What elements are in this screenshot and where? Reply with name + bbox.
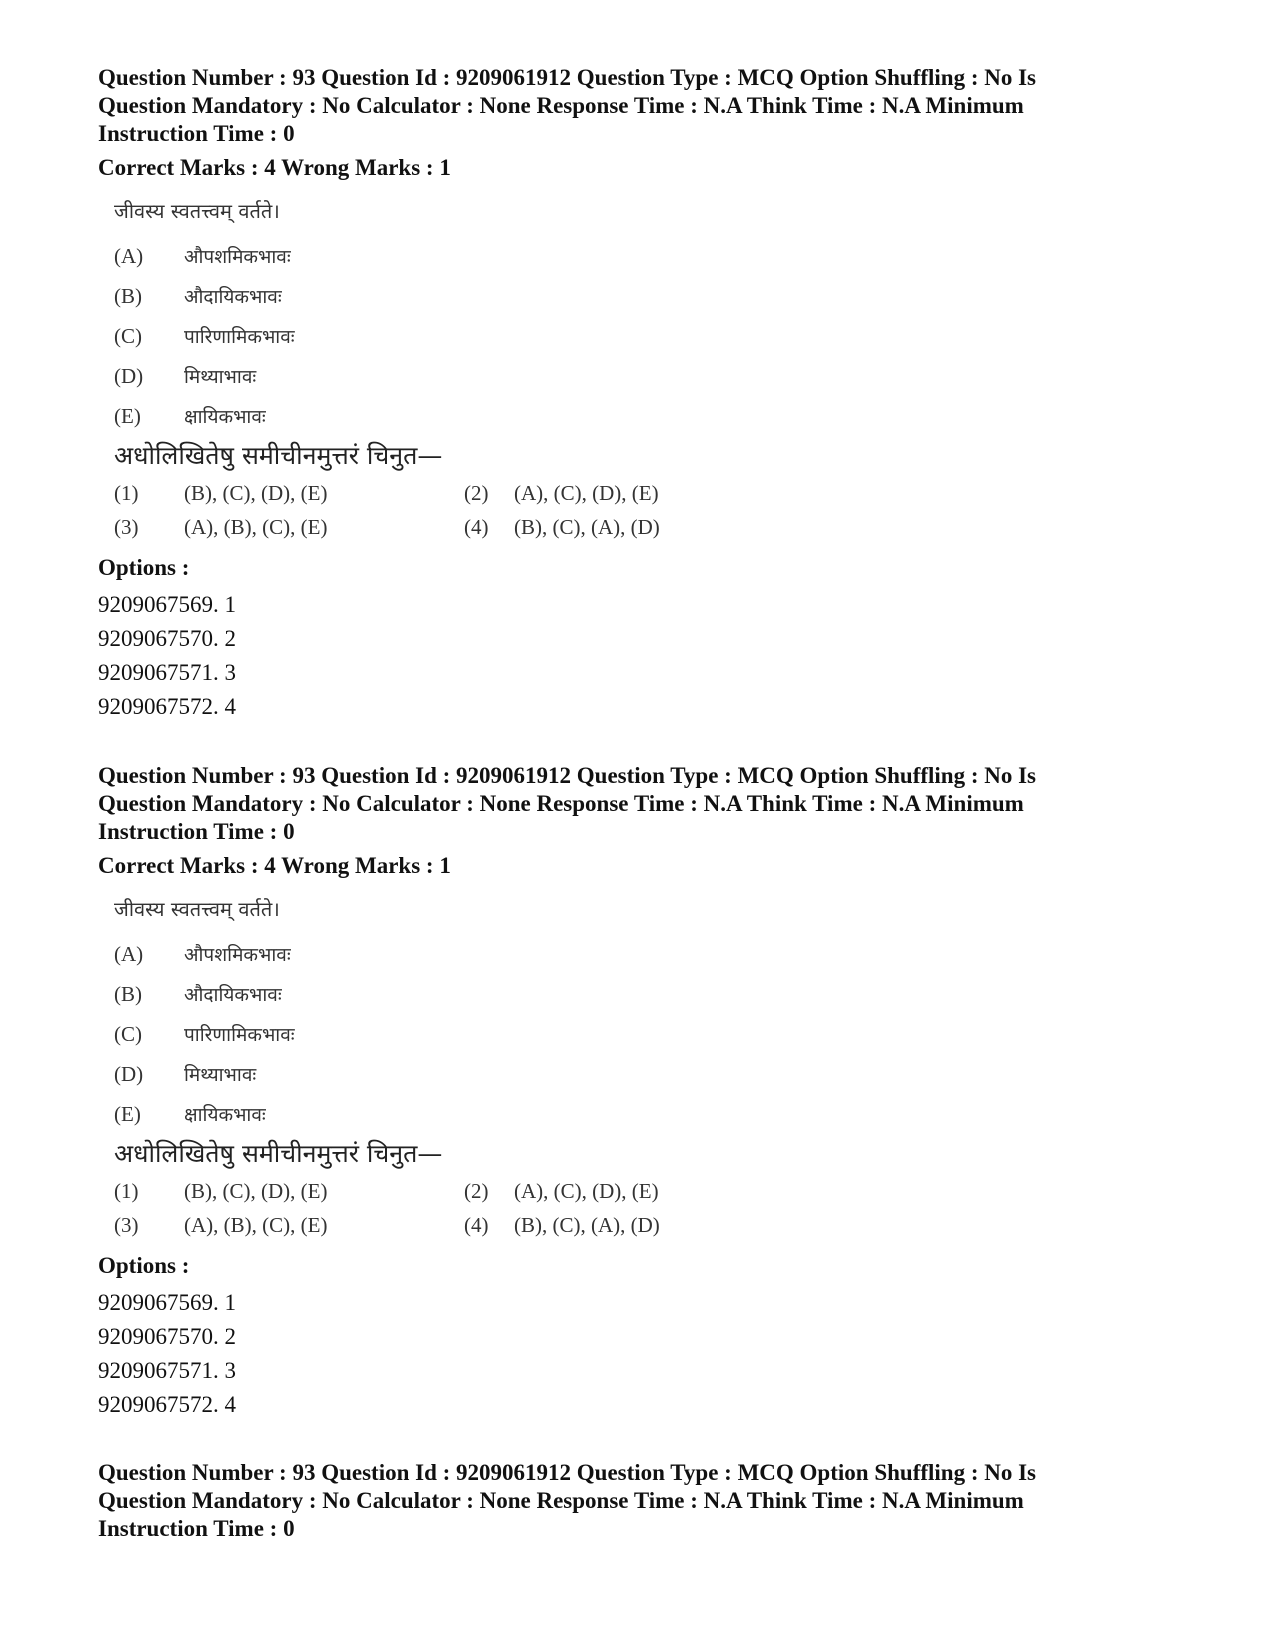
options-label: Options : xyxy=(98,555,190,580)
statement-text: क्षायिकभावः xyxy=(184,406,266,428)
statement-row xyxy=(114,356,694,396)
statement-row xyxy=(114,236,694,276)
statement-row xyxy=(114,316,694,356)
question-meta-line: Question Mandatory : No Calculator : None Response Time : N.A Think Time : N.A Minimum xyxy=(98,791,1024,816)
question-block-1 xyxy=(98,64,1178,724)
question-block-3 xyxy=(98,1459,1178,1543)
statement-key: (A) xyxy=(114,941,144,966)
question-meta-line: Instruction Time : 0 xyxy=(98,121,295,146)
statement-text: औदायिकभावः xyxy=(184,984,282,1006)
statement-key: (E) xyxy=(114,403,141,428)
statement-text: औदायिकभावः xyxy=(184,286,282,308)
statement-key: (C) xyxy=(114,1021,142,1046)
statement-key: (C) xyxy=(114,323,142,348)
statement-row xyxy=(114,1094,694,1134)
question-instruction: अधोलिखितेषु समीचीनमुत्तरं चिनुत— xyxy=(114,441,443,470)
statement-text: औपशमिकभावः xyxy=(184,944,291,966)
question-meta-line: Question Number : 93 Question Id : 9209061912 Question Type : MCQ Option Shuffling : No Is xyxy=(98,763,1037,788)
answer-number: (1) xyxy=(114,481,139,505)
question-stem: जीवस्य स्वतत्त्वम् वर्तते। xyxy=(114,199,280,223)
option-item: 9209067569. 1 xyxy=(98,592,236,617)
question-stem: जीवस्य स्वतत्त्वम् वर्तते। xyxy=(114,897,280,921)
statement-row xyxy=(114,934,694,974)
question-meta-line: Question Number : 93 Question Id : 9209061912 Question Type : MCQ Option Shuffling : No Is xyxy=(98,65,1037,90)
statement-key: (D) xyxy=(114,1061,144,1086)
statement-key: (E) xyxy=(114,1101,141,1126)
statement-key: (B) xyxy=(114,283,142,308)
statement-text: पारिणामिकभावः xyxy=(184,1024,295,1046)
option-item: 9209067571. 3 xyxy=(98,660,236,685)
answer-number: (1) xyxy=(114,1179,139,1203)
question-meta-line: Question Mandatory : No Calculator : None Response Time : N.A Think Time : N.A Minimum xyxy=(98,93,1024,118)
option-item: 9209067569. 1 xyxy=(98,1290,236,1315)
statement-row xyxy=(114,396,694,436)
answer-choices xyxy=(114,478,694,542)
statement-row xyxy=(114,276,694,316)
statement-key: (D) xyxy=(114,363,144,388)
answer-number: (2) xyxy=(464,481,489,505)
statement-row xyxy=(114,1014,694,1054)
option-item: 9209067570. 2 xyxy=(98,1324,236,1349)
question-content xyxy=(114,196,694,542)
option-item: 9209067572. 4 xyxy=(98,694,236,719)
statement-row xyxy=(114,974,694,1014)
answer-number: (3) xyxy=(114,515,139,539)
answer-text: (A), (B), (C), (E) xyxy=(184,1213,328,1237)
option-item: 9209067570. 2 xyxy=(98,626,236,651)
answer-number: (4) xyxy=(464,515,489,539)
answer-text: (A), (C), (D), (E) xyxy=(514,481,659,505)
statement-key: (A) xyxy=(114,243,144,268)
statement-row xyxy=(114,1054,694,1094)
statement-text: मिथ्याभावः xyxy=(184,1064,257,1086)
option-item: 9209067572. 4 xyxy=(98,1392,236,1417)
answer-text: (B), (C), (A), (D) xyxy=(514,515,660,539)
answer-choices xyxy=(114,1176,694,1240)
question-meta-line: Question Number : 93 Question Id : 9209061912 Question Type : MCQ Option Shuffling : No Is xyxy=(98,1460,1037,1485)
statement-text: मिथ्याभावः xyxy=(184,366,257,388)
answer-text: (A), (C), (D), (E) xyxy=(514,1179,659,1203)
answer-text: (B), (C), (A), (D) xyxy=(514,1213,660,1237)
question-instruction: अधोलिखितेषु समीचीनमुत्तरं चिनुत— xyxy=(114,1139,443,1168)
statement-text: औपशमिकभावः xyxy=(184,246,291,268)
answer-number: (2) xyxy=(464,1179,489,1203)
options-label: Options : xyxy=(98,1253,190,1278)
answer-text: (A), (B), (C), (E) xyxy=(184,515,328,539)
statement-text: पारिणामिकभावः xyxy=(184,326,295,348)
answer-number: (3) xyxy=(114,1213,139,1237)
question-meta-line: Instruction Time : 0 xyxy=(98,819,295,844)
marks-line: Correct Marks : 4 Wrong Marks : 1 xyxy=(98,853,451,878)
statement-key: (B) xyxy=(114,981,142,1006)
question-content xyxy=(114,894,694,1240)
question-block-2 xyxy=(98,762,1178,1422)
answer-number: (4) xyxy=(464,1213,489,1237)
statement-text: क्षायिकभावः xyxy=(184,1104,266,1126)
answer-text: (B), (C), (D), (E) xyxy=(184,1179,328,1203)
marks-line: Correct Marks : 4 Wrong Marks : 1 xyxy=(98,155,451,180)
question-meta-line: Question Mandatory : No Calculator : None Response Time : N.A Think Time : N.A Minimum xyxy=(98,1488,1024,1513)
answer-text: (B), (C), (D), (E) xyxy=(184,481,328,505)
question-meta-line: Instruction Time : 0 xyxy=(98,1516,295,1541)
option-item: 9209067571. 3 xyxy=(98,1358,236,1383)
